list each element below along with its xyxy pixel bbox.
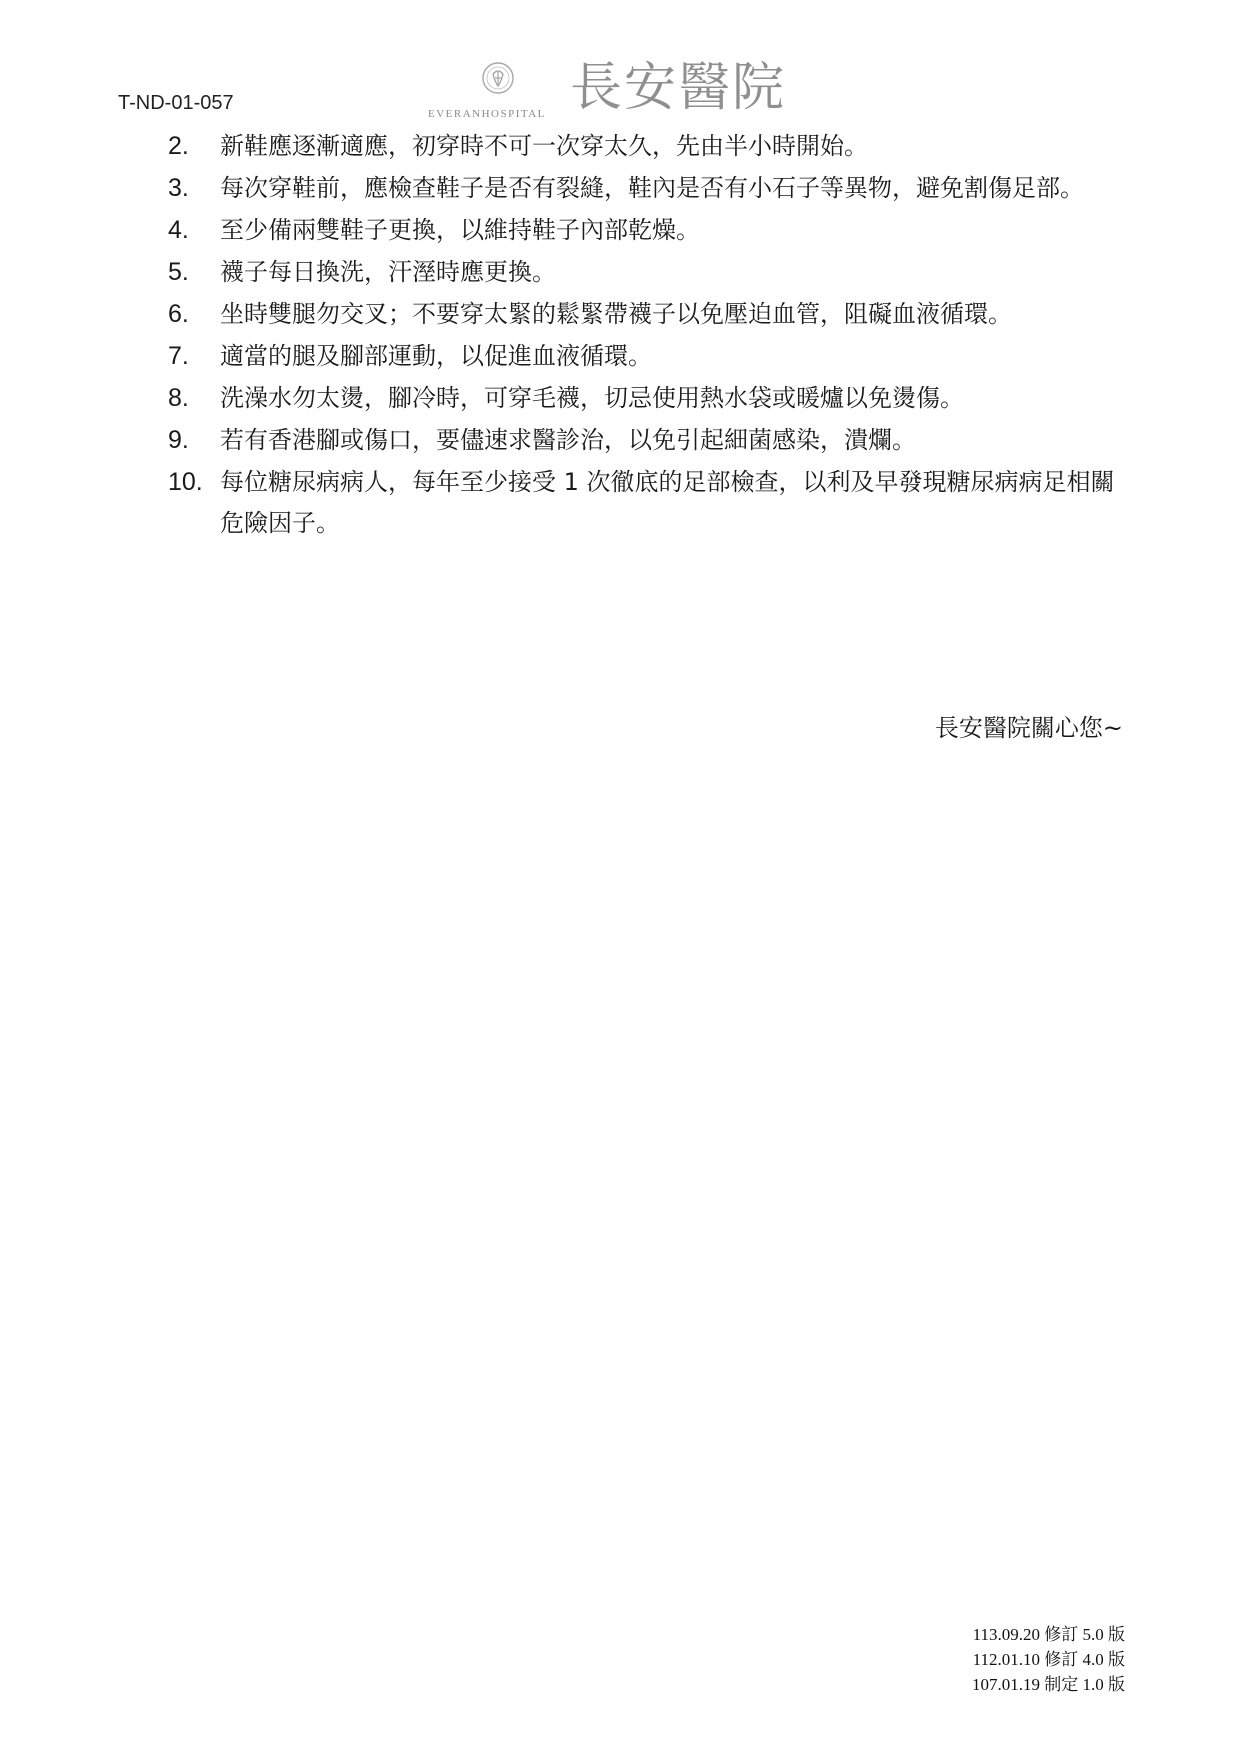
list-item-text: 新鞋應逐漸適應，初穿時不可一次穿太久，先由半小時開始。 bbox=[220, 132, 868, 160]
revision-entry: 112.01.10 修訂 4.0 版 bbox=[972, 1650, 1125, 1669]
list-item-text: 適當的腿及腳部運動，以促進血液循環。 bbox=[220, 342, 652, 370]
list-item bbox=[168, 420, 1128, 461]
list-item-number: 2. bbox=[168, 132, 189, 160]
closing-message: 長安醫院關心您~ bbox=[934, 714, 1123, 742]
list-item-number: 8. bbox=[168, 384, 189, 412]
list-item bbox=[168, 126, 1128, 167]
document-code: T-ND-01-057 bbox=[118, 92, 234, 114]
care-instructions-list bbox=[168, 126, 1128, 545]
hospital-logo bbox=[428, 56, 848, 126]
list-item-number: 10. bbox=[168, 468, 203, 496]
list-item-text: 每次穿鞋前，應檢查鞋子是否有裂縫，鞋內是否有小石子等異物，避免割傷足部。 bbox=[220, 174, 1084, 202]
logo-chinese-name: 長安醫院 bbox=[570, 58, 787, 118]
list-item bbox=[168, 336, 1128, 377]
list-item bbox=[168, 168, 1128, 209]
logo-english-name: EVERANHOSPITAL bbox=[428, 108, 546, 120]
list-item-text: 襪子每日換洗，汗溼時應更換。 bbox=[220, 258, 556, 286]
list-item-text: 洗澡水勿太燙，腳冷時，可穿毛襪，切忌使用熱水袋或暖爐以免燙傷。 bbox=[220, 384, 964, 412]
list-item-number: 6. bbox=[168, 300, 189, 328]
list-item-number: 4. bbox=[168, 216, 189, 244]
list-item-number: 9. bbox=[168, 426, 189, 454]
list-item-number: 7. bbox=[168, 342, 189, 370]
list-item bbox=[168, 252, 1128, 293]
list-item-text: 每位糖尿病病人，每年至少接受 1 次徹底的足部檢查，以利及早發現糖尿病病足相關危險因子。 bbox=[220, 468, 1115, 537]
list-item bbox=[168, 210, 1128, 251]
list-item bbox=[168, 462, 1128, 543]
revision-history bbox=[972, 1622, 1125, 1697]
list-item bbox=[168, 294, 1128, 335]
revision-entry: 113.09.20 修訂 5.0 版 bbox=[972, 1625, 1125, 1644]
list-item-text: 至少備兩雙鞋子更換，以維持鞋子內部乾燥。 bbox=[220, 216, 700, 244]
list-item-number: 5. bbox=[168, 258, 189, 286]
revision-entry: 107.01.19 制定 1.0 版 bbox=[972, 1675, 1125, 1694]
list-item-text: 坐時雙腿勿交叉；不要穿太緊的鬆緊帶襪子以免壓迫血管，阻礙血液循環。 bbox=[220, 300, 1012, 328]
list-item-text: 若有香港腳或傷口，要儘速求醫診治，以免引起細菌感染，潰爛。 bbox=[220, 426, 916, 454]
hospital-seal-icon bbox=[480, 60, 516, 96]
list-item bbox=[168, 378, 1128, 419]
list-item-number: 3. bbox=[168, 174, 189, 202]
